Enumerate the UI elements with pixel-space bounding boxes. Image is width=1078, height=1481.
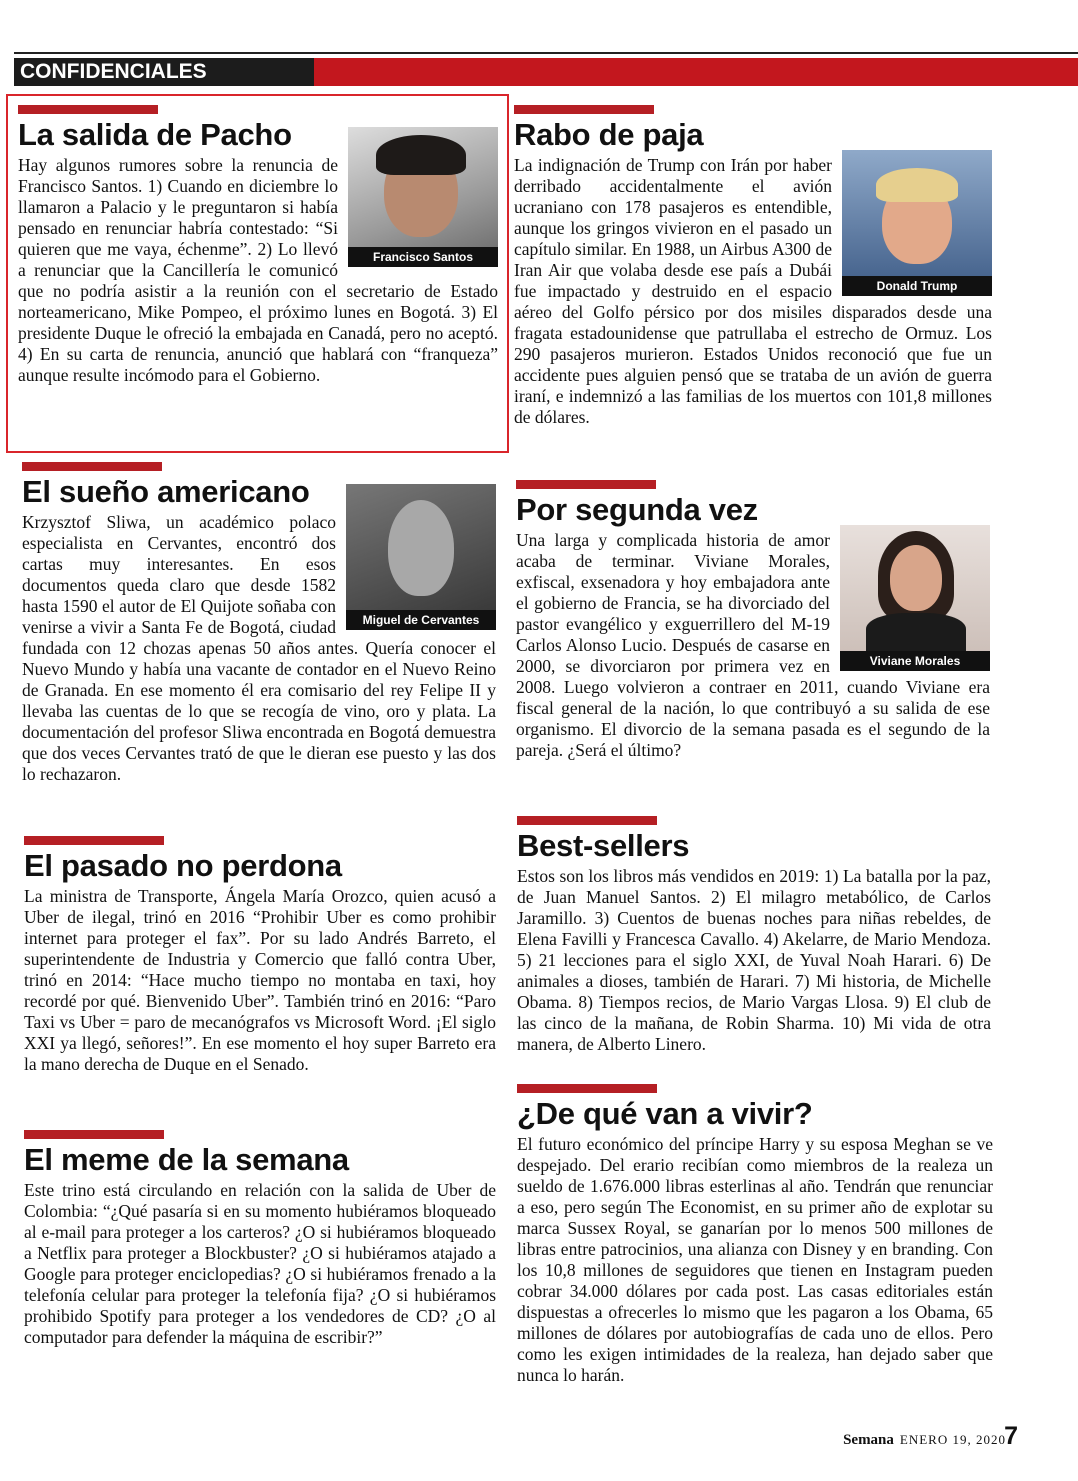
headline: El meme de la semana <box>24 1142 349 1177</box>
headline-bar <box>22 462 162 471</box>
section-label: CONFIDENCIALES <box>14 58 314 86</box>
headline-bar <box>517 816 657 825</box>
headline: Best-sellers <box>517 828 690 863</box>
photo-caption: Donald Trump <box>842 276 992 296</box>
article-best-sellers <box>517 816 991 1055</box>
article-el-sueno-americano <box>22 462 496 785</box>
issue-date: ENERO 19, 2020 <box>899 1432 1006 1447</box>
article-body: Krzysztof Sliwa, un académico polaco especialista en Cervantes, encontró dos cartas muy interesantes. En esos documentos queda claro que desde 1582 hasta 1590 el autor de El Quijote soñaba con venirse a vivir a Santa Fe de Bogotá, ciudad fundada con 12 chozas apenas 50 años antes. Quería conocer el Nuevo Mundo y había una vacante de contador en el Nuevo Reino de Granada. En ese momento él era comisario del rey Felipe II y llevaba las cuentas de lo que se recogía de vino, oro y plata. La documentación del profesor Sliwa encontrada en Bogotá demuestra que dos veces Cervantes trató de que le dieran ese puesto y las dos lo rechazaron. <box>22 512 496 784</box>
headline: Por segunda vez <box>516 492 758 527</box>
article-body: La ministra de Transporte, Ángela María Orozco, quien acusó a Uber de ilegal, trinó en 2016 “Prohibir Uber es como prohibir internet para proteger el fax”. Por su lado Andrés Barreto, el superintendente de Industria y Comercio que falló contra Uber, trinó en 2014: “Hace mucho tiempo no montaba en taxi, hoy recordé por qué. Bienvenido Uber”. También trinó en 2016: “Paro Taxi vs Uber = paro de mecanógrafos vs Microsoft Word. ¡El siglo XXI ya llegó, señores!”. En ese momento el hoy super Barreto era la mano derecha de Duque en el Senado. <box>24 886 496 1074</box>
headline-bar <box>24 836 164 845</box>
article-body: Hay algunos rumores sobre la renuncia de Francisco Santos. 1) Cuando en diciembre lo llamaron a Palacio y le preguntaron si había pensado en renunciar habría contestado: “Si quieren que me vaya, échenme”. 2) Lo llevó a renunciar que la Cancillería le comunicó que no podría asistir a la reunión con el secretario de Estado norteamericano, Mike Pompeo, el próximo lunes en Bogotá. 3) El presidente Duque le ofreció la embajada en Canadá, pero no aceptó. 4) En su carta de renuncia, anunció que hablará con “franqueza” aunque resulte incómodo para el Gobierno. <box>18 155 498 385</box>
article-body: Estos son los libros más vendidos en 2019: 1) La batalla por la paz, de Juan Manuel Santos. 2) El milagro metabólico, de Carlos Jaramillo. 3) Cuentos de buenas noches para niñas rebeldes, de Elena Favilli y Francesca Cavallo. 4) Akelarre, de Mario Mendoza. 5) 21 lecciones para el siglo XXI, de Yuval Noah Harari. 6) De animales a dioses, también de Harari. 7) Mi historia, de Michelle Obama. 8) Tiempos recios, de Mario Vargas Llosa. 9) El club de las cinco de la mañana, de Robin Sharma. 10) Mi vida de otra manera, de Alberto Linero. <box>517 866 991 1054</box>
photo-viviane-morales <box>840 525 990 671</box>
headline-bar <box>24 1130 164 1139</box>
page-footer <box>843 1432 1006 1449</box>
photo-donald-trump <box>842 150 992 296</box>
article-body: El futuro económico del príncipe Harry y su esposa Meghan se ve despejado. Del erario recibían como miembros de la realeza un sueldo de 1.676.000 libras esterlinas al año. Tendrán que renunciar a eso, pero según The Economist, en su primer año de explotar su marca Sussex Royal, se ganarían por lo menos 500 millones de libras entre patrocinios, una alianza con Disney y en branding. Con los 10,8 millones de seguidores que tienen en Instagram pueden cobrar 34.000 dólares por cada post. Las casas editoriales están dispuestas a ofrecerles lo mismo que les pagaron a los Obama, 65 millones de dólares por autobiografías de cada uno de ellos. Pero como les exigen intimidades de la realeza, han dejado saber que nunca lo harán. <box>517 1134 993 1385</box>
article-de-que-van-a-vivir <box>517 1084 993 1386</box>
article-el-meme-de-la-semana <box>24 1130 496 1348</box>
headline-bar <box>514 105 654 114</box>
photo-caption: Miguel de Cervantes <box>346 610 496 630</box>
selection-highlight-box <box>6 94 509 453</box>
photo-caption: Francisco Santos <box>348 247 498 267</box>
page-number: 7 <box>1004 1422 1018 1450</box>
section-banner <box>14 58 1078 86</box>
headline: ¿De qué van a vivir? <box>517 1096 813 1131</box>
article-por-segunda-vez <box>516 480 990 761</box>
headline: La salida de Pacho <box>18 117 292 152</box>
article-el-pasado-no-perdona <box>24 836 496 1075</box>
photo-miguel-de-cervantes <box>346 484 496 630</box>
headline-bar <box>516 480 656 489</box>
article-body: Una larga y complicada historia de amor acaba de terminar. Viviane Morales, exfiscal, exsenadora y hoy embajadora ante el gobierno de Francia, se ha divorciado del pastor evangélico y exguerrillero del M-19 Carlos Alonso Lucio. Después de casarse en 2000, se divorciaron por primera vez en 2008. Luego volvieron a contraer en 2011, cuando Viviane era fiscal general de la nación, lo que contribuyó a su salida de ese organismo. El divorcio de la semana pasada es el segundo de la pareja. ¿Será el último? <box>516 530 990 760</box>
magazine-name: Semana <box>843 1432 894 1448</box>
photo-caption: Viviane Morales <box>840 651 990 671</box>
headline: El pasado no perdona <box>24 848 342 883</box>
headline: El sueño americano <box>22 474 310 509</box>
headline: Rabo de paja <box>514 117 704 152</box>
article-body: Este trino está circulando en relación con la salida de Uber de Colombia: “¿Qué pasaría si en su momento hubiéramos bloqueado al e-mail para proteger a los carteros? ¿O si hubiéramos bloqueado a Netflix para proteger a Blockbuster? ¿O si hubiéramos atajado a Google para proteger enciclopedias? ¿O si hubiéramos frenado a la telefonía celular para proteger la telefonía fija? ¿O si hubiéramos prohibido Spotify para proteger a los vendedores de CD? ¿O al computador para defender la máquina de escribir?” <box>24 1180 496 1347</box>
article-body: La indignación de Trump con Irán por haber derribado accidentalmente el avión ucraniano con 178 pasajeros es entendible, aunque los gringos vivieron en el pasado un capítulo similar. En 1988, un Airbus A300 de Iran Air que volaba desde ese país a Dubái fue impactado y destruido en el espacio aéreo del Golfo pérsico por dos misiles disparados desde una fragata estadounidense que patrullaba el estrecho de Ormuz. Los 290 pasajeros murieron. Estados Unidos reconoció que fue un accidente pues alguien pensó que se trataba de un avión de guerra iraní, e indemnizó a las familias de los muertos con 101,8 millones de dólares. <box>514 155 992 427</box>
article-rabo-de-paja <box>514 105 992 428</box>
top-rule <box>14 52 1078 54</box>
headline-bar <box>517 1084 657 1093</box>
